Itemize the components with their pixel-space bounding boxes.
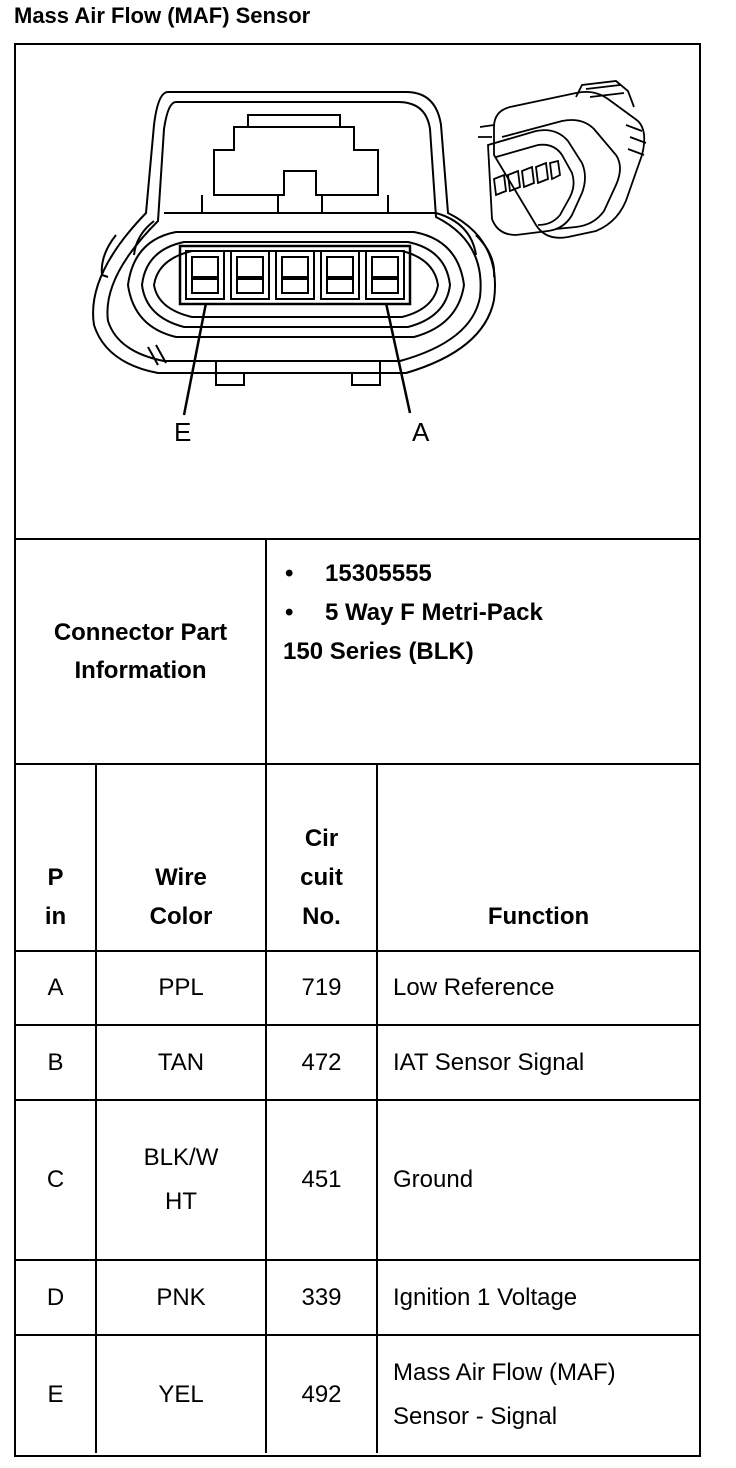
connector-frame	[14, 43, 701, 1457]
part-number: 15305555	[325, 560, 432, 587]
pin-label-a: A	[412, 417, 430, 447]
connector-part-info	[16, 540, 699, 765]
leader-line-a	[386, 303, 410, 413]
table-row	[16, 1335, 699, 1453]
connector-part-details-cell	[267, 540, 699, 763]
leader-lines	[184, 303, 410, 415]
pinout-table	[16, 765, 699, 1453]
bullet-icon: •	[285, 599, 294, 626]
pin-carrier	[180, 246, 410, 304]
table-row	[16, 1025, 699, 1100]
circuit-cell: 472	[266, 1025, 377, 1100]
connector-diagram	[16, 45, 699, 540]
pin-cavity-e	[186, 251, 224, 299]
header-wire-color: Wire Color	[96, 765, 266, 951]
pin-cell: D	[16, 1260, 96, 1335]
mating-face	[128, 232, 464, 337]
pin-cavity-c	[276, 251, 314, 299]
header-pin: P in	[16, 765, 96, 951]
wire-color-cell: PPL	[96, 951, 266, 1025]
circuit-cell: 719	[266, 951, 377, 1025]
function-cell: Mass Air Flow (MAF) Sensor - Signal	[377, 1335, 699, 1453]
page-title: Mass Air Flow (MAF) Sensor	[14, 3, 311, 28]
bullet-icon: •	[285, 560, 294, 587]
function-cell: IAT Sensor Signal	[377, 1025, 699, 1100]
pin-cavity-a	[366, 251, 404, 299]
pin-cavity-b	[321, 251, 359, 299]
table-row	[16, 1100, 699, 1260]
function-cell: Ignition 1 Voltage	[377, 1260, 699, 1335]
wire-color-cell: TAN	[96, 1025, 266, 1100]
circuit-cell: 492	[266, 1335, 377, 1453]
connector-latch	[214, 127, 378, 195]
pin-cavities	[186, 251, 404, 299]
pin-cell: E	[16, 1335, 96, 1453]
pin-cell: C	[16, 1100, 96, 1260]
table-row	[16, 1260, 699, 1335]
pin-cavity-d	[231, 251, 269, 299]
function-cell: Low Reference	[377, 951, 699, 1025]
pin-cell: B	[16, 1025, 96, 1100]
part-description-line2: 150 Series (BLK)	[283, 638, 474, 665]
circuit-cell: 339	[266, 1260, 377, 1335]
leader-line-e	[184, 303, 206, 415]
connector-3d-view	[478, 81, 646, 238]
header-function: Function	[377, 765, 699, 951]
connector-face-illustration	[16, 45, 699, 538]
wire-color-cell: YEL	[96, 1335, 266, 1453]
part-description-line1: 5 Way F Metri-Pack	[325, 599, 543, 626]
connector-part-label-line1: Connector Part	[53, 618, 228, 646]
wire-color-cell: PNK	[96, 1260, 266, 1335]
description-item	[285, 599, 543, 627]
function-cell: Ground	[377, 1100, 699, 1260]
connector-part-label-cell	[16, 540, 267, 763]
pin-cell: A	[16, 951, 96, 1025]
table-header-row	[16, 765, 699, 951]
pin-label-e: E	[174, 417, 192, 447]
wire-color-cell: BLK/W HT	[96, 1100, 266, 1260]
circuit-cell: 451	[266, 1100, 377, 1260]
header-circuit-no: Cir cuit No.	[266, 765, 377, 951]
table-row	[16, 951, 699, 1025]
part-number-item	[285, 560, 432, 588]
connector-part-label-line2: Information	[74, 656, 207, 684]
